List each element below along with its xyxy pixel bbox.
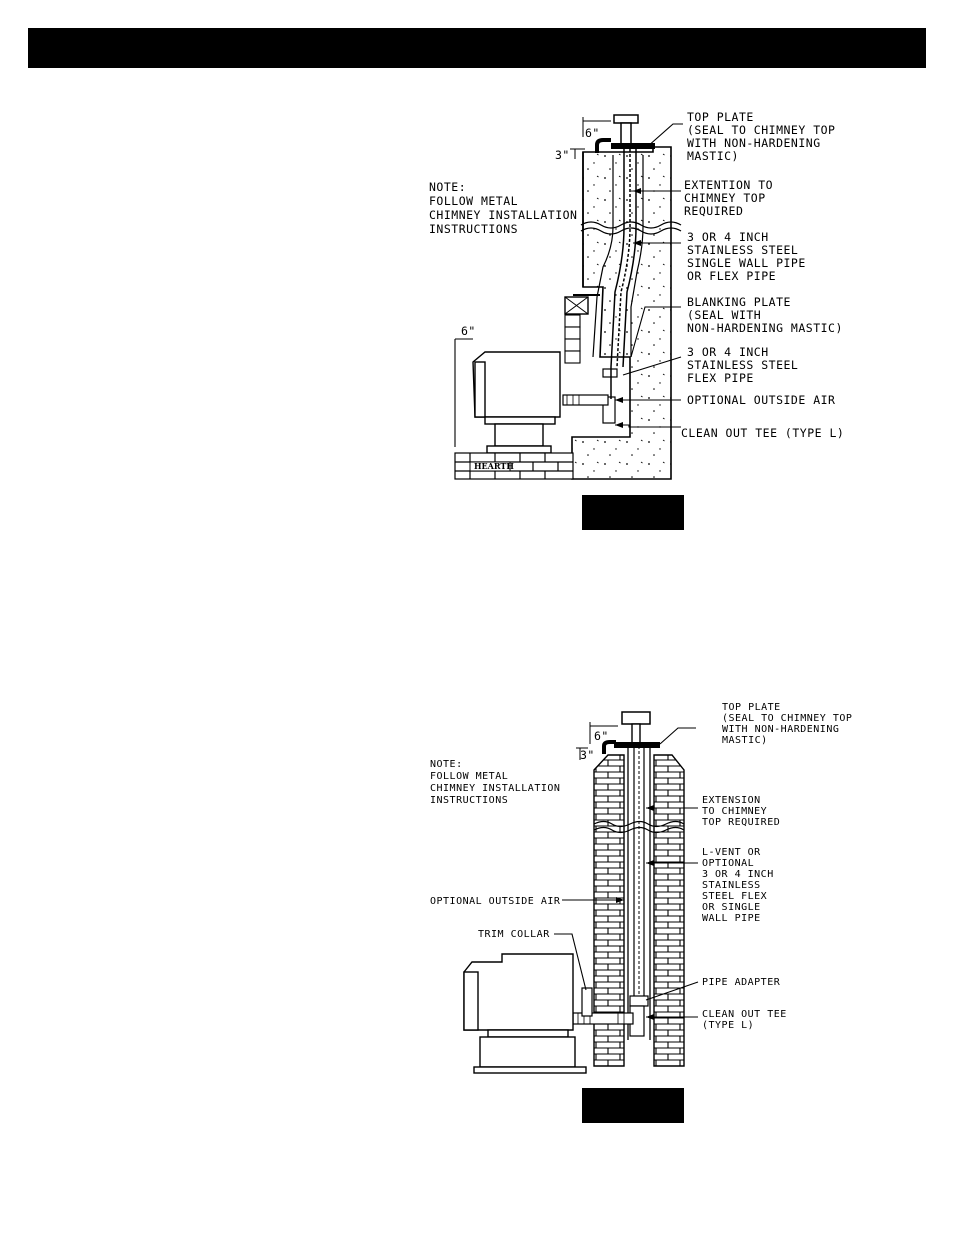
brick-chimney-drawing xyxy=(428,700,864,1076)
header-bar xyxy=(28,28,926,68)
dim-6-top: 6" xyxy=(594,729,609,743)
masonry-chimney-diagram xyxy=(425,107,865,482)
svg-text:(TYPE L): (TYPE L) xyxy=(702,1020,755,1031)
clean-out-label xyxy=(702,1009,787,1031)
svg-text:OPTIONAL: OPTIONAL xyxy=(702,858,755,869)
masonry-chimney-drawing xyxy=(425,107,865,482)
pipe-label xyxy=(687,230,806,283)
svg-text:L-VENT OR: L-VENT OR xyxy=(702,847,761,858)
svg-text:MASTIC): MASTIC) xyxy=(687,149,739,163)
svg-text:(SEAL WITH: (SEAL WITH xyxy=(687,308,762,322)
svg-text:FLEX PIPE: FLEX PIPE xyxy=(687,371,754,385)
stove-connector xyxy=(563,395,608,405)
svg-text:OR FLEX PIPE: OR FLEX PIPE xyxy=(687,269,777,283)
hearth-label: HEARTH xyxy=(474,461,514,471)
svg-text:CLEAN OUT TEE: CLEAN OUT TEE xyxy=(702,1009,787,1020)
svg-text:(SEAL TO CHIMNEY TOP: (SEAL TO CHIMNEY TOP xyxy=(722,713,853,724)
svg-text:STAINLESS STEEL: STAINLESS STEEL xyxy=(687,243,799,257)
dim-6-top: 6" xyxy=(585,126,600,140)
dim-3-top: 3" xyxy=(580,748,595,762)
note-text xyxy=(430,759,560,806)
svg-text:REQUIRED: REQUIRED xyxy=(684,204,744,218)
svg-text:STAINLESS STEEL: STAINLESS STEEL xyxy=(687,358,799,372)
svg-text:CHIMNEY INSTALLATION: CHIMNEY INSTALLATION xyxy=(430,783,561,794)
svg-text:WALL PIPE: WALL PIPE xyxy=(702,913,761,924)
svg-text:STAINLESS: STAINLESS xyxy=(702,880,761,891)
svg-text:3 OR 4 INCH: 3 OR 4 INCH xyxy=(687,230,769,244)
extension-label xyxy=(702,795,780,828)
figure1-caption xyxy=(582,495,684,530)
dim-6-side: 6" xyxy=(461,324,476,338)
svg-text:3 OR 4 INCH: 3 OR 4 INCH xyxy=(687,345,769,359)
svg-text:3 OR 4 INCH: 3 OR 4 INCH xyxy=(702,869,774,880)
svg-text:OR SINGLE: OR SINGLE xyxy=(702,902,761,913)
pipe-adapter-label: PIPE ADAPTER xyxy=(702,977,781,988)
clean-out-label: CLEAN OUT TEE (TYPE L) xyxy=(681,426,845,440)
svg-text:SINGLE WALL PIPE: SINGLE WALL PIPE xyxy=(687,256,806,270)
stove xyxy=(473,352,560,453)
outside-air-label: OPTIONAL OUTSIDE AIR xyxy=(687,393,836,407)
figure2-caption xyxy=(582,1088,684,1123)
outside-air-label: OPTIONAL OUTSIDE AIR xyxy=(430,896,561,907)
trim-collar-label: TRIM COLLAR xyxy=(478,929,550,940)
svg-text:NOTE:: NOTE: xyxy=(430,759,463,770)
brick-chimney-diagram xyxy=(428,700,864,1076)
svg-text:WITH NON-HARDENING: WITH NON-HARDENING xyxy=(722,724,840,735)
svg-text:BLANKING PLATE: BLANKING PLATE xyxy=(687,295,791,309)
svg-text:CHIMNEY TOP: CHIMNEY TOP xyxy=(684,191,766,205)
flex-pipe-label xyxy=(687,345,798,385)
extension-label xyxy=(684,178,773,218)
chimney-cap xyxy=(622,712,650,724)
svg-text:INSTRUCTIONS: INSTRUCTIONS xyxy=(429,222,519,236)
svg-text:TOP REQUIRED: TOP REQUIRED xyxy=(702,817,781,828)
trim-collar xyxy=(582,988,592,1016)
svg-text:INSTRUCTIONS: INSTRUCTIONS xyxy=(430,795,509,806)
svg-text:MASTIC): MASTIC) xyxy=(722,735,768,746)
stove xyxy=(464,954,586,1073)
top-plate-label xyxy=(687,110,835,163)
svg-text:TOP PLATE: TOP PLATE xyxy=(687,110,754,124)
svg-text:TOP PLATE: TOP PLATE xyxy=(722,702,781,713)
svg-text:FOLLOW METAL: FOLLOW METAL xyxy=(430,771,509,782)
svg-text:FOLLOW METAL: FOLLOW METAL xyxy=(429,194,519,208)
chimney-cap xyxy=(614,115,638,123)
svg-text:CHIMNEY INSTALLATION: CHIMNEY INSTALLATION xyxy=(429,208,578,222)
svg-text:EXTENSION: EXTENSION xyxy=(702,795,761,806)
svg-text:EXTENTION TO: EXTENTION TO xyxy=(684,178,774,192)
svg-text:WITH NON-HARDENING: WITH NON-HARDENING xyxy=(687,136,821,150)
dim-3-top: 3" xyxy=(555,148,570,162)
svg-text:(SEAL TO CHIMNEY TOP: (SEAL TO CHIMNEY TOP xyxy=(687,123,836,137)
svg-text:STEEL FLEX: STEEL FLEX xyxy=(702,891,768,902)
blanking-plate-label xyxy=(687,295,843,335)
svg-text:TO CHIMNEY: TO CHIMNEY xyxy=(702,806,768,817)
top-plate-label xyxy=(722,702,852,746)
svg-text:NOTE:: NOTE: xyxy=(429,180,467,194)
note-text xyxy=(429,180,577,236)
svg-text:NON-HARDENING MASTIC): NON-HARDENING MASTIC) xyxy=(687,321,843,335)
lvent-label xyxy=(702,847,774,924)
